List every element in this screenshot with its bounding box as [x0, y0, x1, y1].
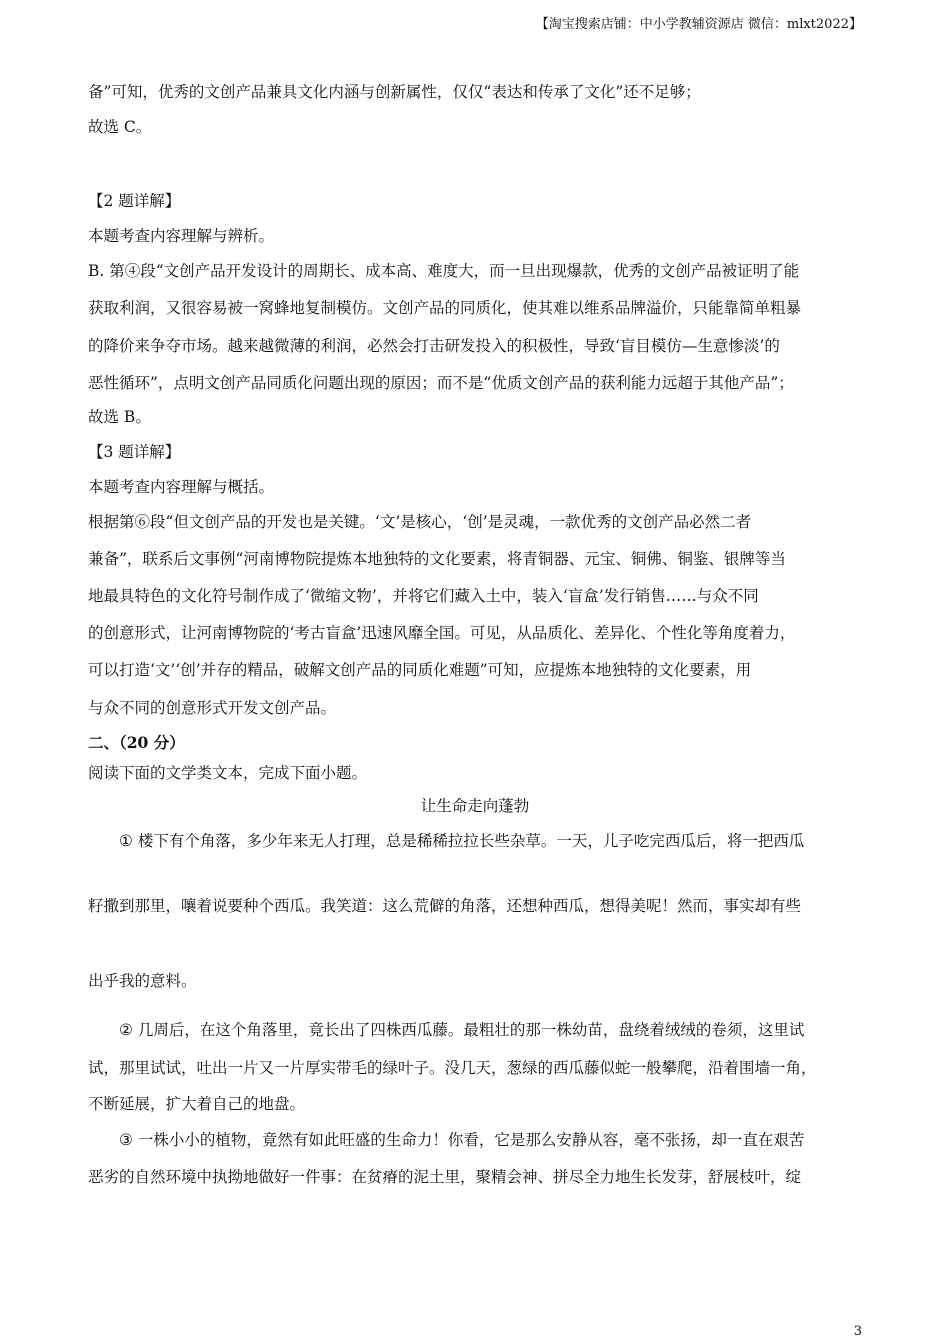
part-heading: 二、（20 分） — [88, 733, 185, 752]
instruction-line: 阅读下面的文学类文本，完成下面小题。 — [88, 764, 368, 782]
passage-line: 恶劣的自然环境中执拗地做好一件事：在贫瘠的泥土里，聚精会神、拼尽全力地生长发芽，舒展枝叶，绽 — [88, 1168, 802, 1186]
text-line: 本题考查内容理解与概括。 — [88, 478, 275, 496]
page-number: 3 — [853, 1324, 862, 1339]
text-line: 的降价来争夺市场。越来越微薄的利润，必然会打击研发投入的积极性，导致‘盲目模仿—生意惨淡’的 — [88, 337, 780, 355]
text-line: 获取利润，又很容易被一窝蜂地复制模仿。文创产品的同质化，使其难以维系品牌溢价，只能靠简单粗暴 — [88, 299, 802, 317]
text-line: 根据第⑥段“但文创产品的开发也是关键。‘文’是核心，‘创’是灵魂，一款优秀的文创产品必然二者 — [88, 513, 752, 531]
text-line: 的创意形式，让河南博物院的‘考古盲盒’迅速风靡全国。可见，从品质化、差异化、个性化等角度着力， — [88, 624, 796, 642]
section-heading: 【2 题详解】 — [88, 192, 181, 210]
passage-line: 不断延展，扩大着自己的地盘。 — [88, 1095, 306, 1113]
page-header: 【淘宝搜索店铺：中小学教辅资源店 微信：mlxt2022】 — [535, 17, 862, 32]
text-line: 备”可知，优秀的文创产品兼具文化内涵与创新属性，仅仅“表达和传承了文化”还不足够； — [88, 83, 701, 101]
text-line: 兼备”，联系后文事例“河南博物院提炼本地独特的文化要素，将青铜器、元宝、铜佛、铜鉴、银牌等当 — [88, 550, 786, 568]
passage-line: 试，那里试试，吐出一片又一片厚实带毛的绿叶子。没几天，葱绿的西瓜藤似蛇一般攀爬，沿着围墙一角， — [88, 1059, 817, 1077]
passage-title: 让生命走向蓬勃 — [420, 797, 530, 815]
text-line: 故选 B。 — [88, 408, 151, 426]
text-line: 与众不同的创意形式开发文创产品。 — [88, 699, 337, 717]
text-line: 地最具特色的文化符号制作成了‘微缩文物’，并将它们藏入土中，装入‘盲盒’发行销售……与众不同 — [88, 587, 759, 605]
passage-line: 出乎我的意料。 — [88, 972, 197, 990]
passage-line: ① 楼下有个角落，多少年来无人打理，总是稀稀拉拉长些杂草。一天，儿子吃完西瓜后，将一把西瓜 — [88, 832, 805, 850]
text-line: 可以打造‘文’‘创’并存的精品，破解文创产品的同质化难题”可知，应提炼本地独特的文化要素，用 — [88, 661, 752, 679]
text-line: 本题考查内容理解与辨析。 — [88, 227, 275, 245]
text-line: B. 第④段“文创产品开发设计的周期长、成本高、难度大，而一旦出现爆款，优秀的文创产品被证明了能 — [88, 262, 800, 280]
passage-line: 籽撒到那里，嚷着说要种个西瓜。我笑道：这么荒僻的角落，还想种西瓜，想得美呢！然而，事实却有些 — [88, 897, 802, 915]
passage-line: ③ 一株小小的植物，竟然有如此旺盛的生命力！你看，它是那么安静从容，毫不张扬，却一直在艰苦 — [88, 1131, 805, 1149]
text-line: 恶性循环”，点明文创产品同质化问题出现的原因；而不是“优质文创产品的获利能力远超于其他产品”； — [88, 374, 794, 392]
passage-line: ② 几周后，在这个角落里，竟长出了四株西瓜藤。最粗壮的那一株幼苗，盘绕着绒绒的卷须，这里试 — [88, 1021, 805, 1039]
section-heading: 【3 题详解】 — [88, 443, 181, 461]
text-line: 故选 C。 — [88, 118, 152, 136]
